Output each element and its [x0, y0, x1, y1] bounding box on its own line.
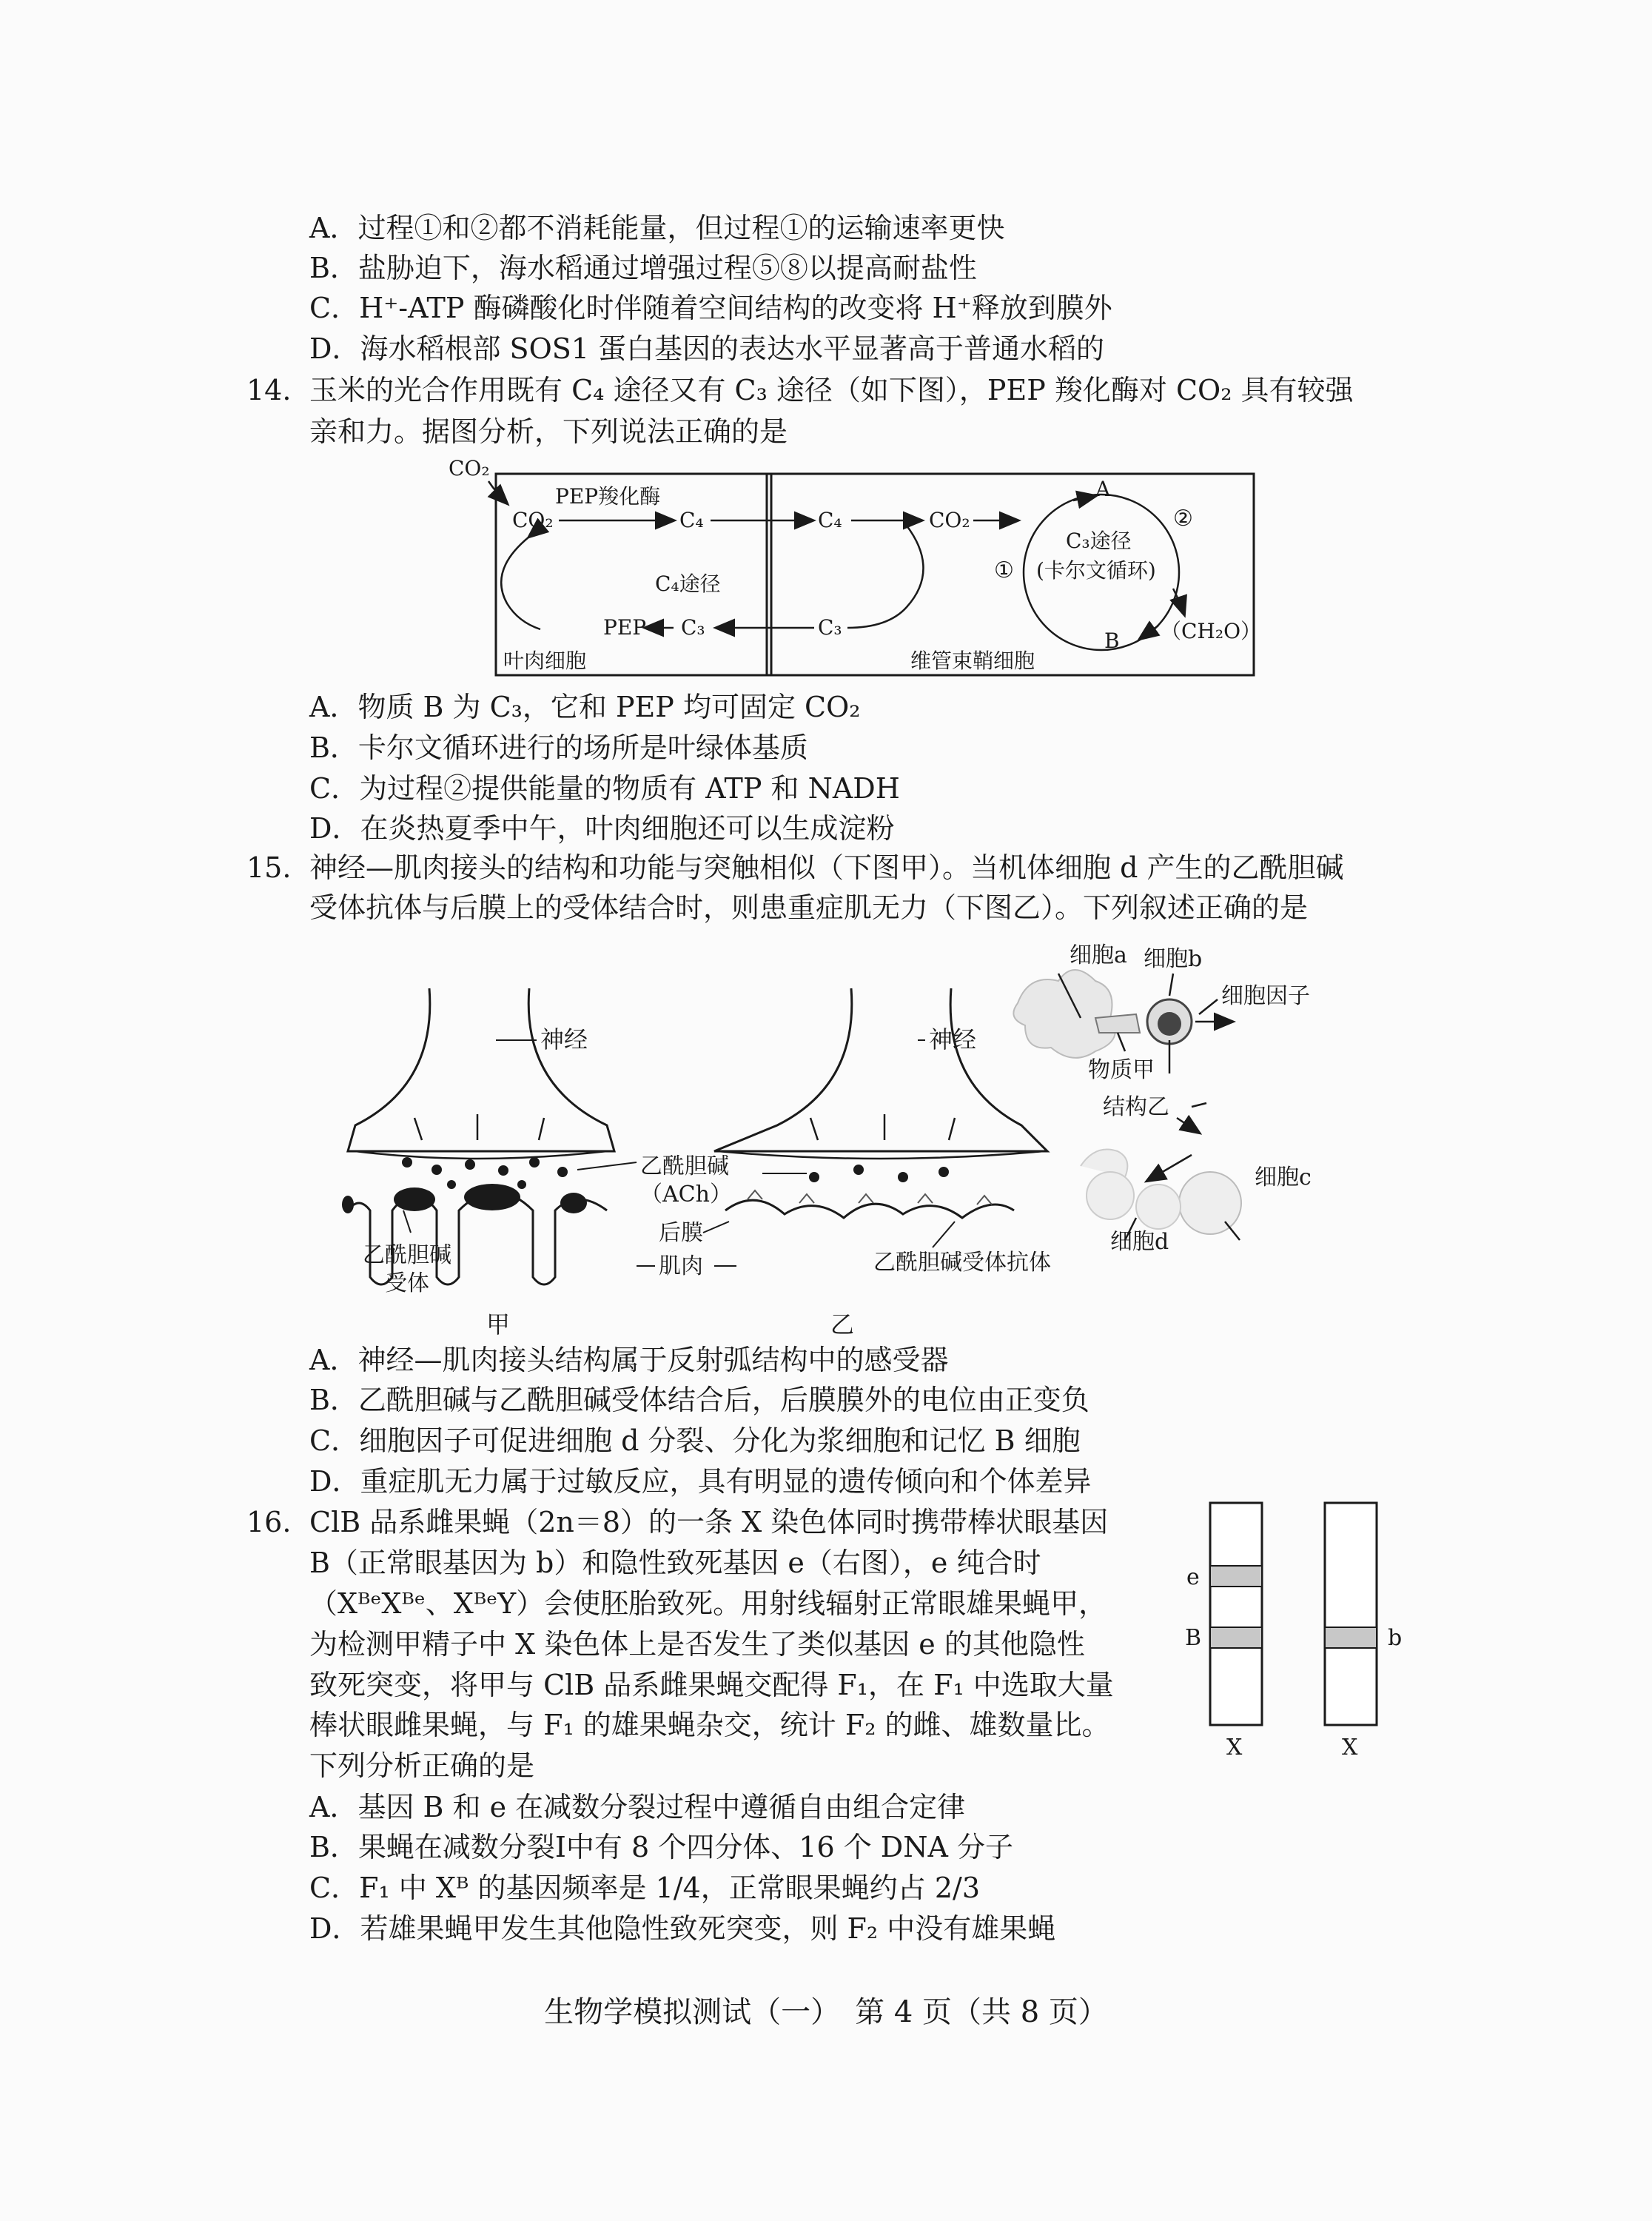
q13-option-c: C．H⁺-ATP 酶磷酸化时伴随着空间结构的改变将 H⁺释放到膜外 — [309, 292, 1112, 324]
ach-abbr-label: （ACh） — [640, 1182, 732, 1207]
gene-b-upper-label: B — [1185, 1625, 1202, 1651]
q15-option-b: B．乙酰胆碱与乙酰胆碱受体结合后，后膜膜外的电位由正变负 — [309, 1384, 1089, 1416]
q16-stem-line7: 下列分析正确的是 — [309, 1749, 535, 1782]
mesophyll-cell-label: 叶肉细胞 — [503, 649, 587, 673]
q16-stem-line1: ClB 品系雌果蝇（2n＝8）的一条 X 染色体同时携带棒状眼基因 — [309, 1506, 1109, 1538]
receptor-label-line2: 受体 — [385, 1270, 429, 1296]
pep-enzyme-label: PEP羧化酶 — [555, 484, 661, 509]
co2-left-label: CO₂ — [512, 508, 554, 532]
q15-stem-line1: 神经—肌肉接头的结构和功能与突触相似（下图甲）。当机体细胞 d 产生的乙酰胆碱 — [309, 851, 1344, 884]
gene-b-lower-label: b — [1388, 1625, 1403, 1651]
chromosome-x-label-right: X — [1342, 1735, 1358, 1761]
c3-pathway-label: C₃途径 — [1066, 529, 1132, 553]
cytokine-label: 细胞因子 — [1221, 983, 1310, 1009]
figure-yi-label: 乙 — [830, 1310, 855, 1339]
co2-input-label: CO₂ — [449, 459, 490, 480]
postmembrane-label: 后膜 — [659, 1220, 703, 1246]
nerve-label-yi: 神经 — [929, 1025, 977, 1053]
q15-option-c: C．细胞因子可促进细胞 d 分裂、分化为浆细胞和记忆 B 细胞 — [309, 1424, 1081, 1457]
q16-option-b: B．果蝇在减数分裂Ⅰ中有 8 个四分体、16 个 DNA 分子 — [309, 1831, 1014, 1863]
q16-stem-line4: 为检测甲精子中 X 染色体上是否发生了类似基因 e 的其他隐性 — [309, 1628, 1085, 1661]
pep-label: PEP — [603, 615, 647, 640]
c4-right-label: C₄ — [818, 508, 842, 532]
q14-stem-line1: 玉米的光合作用既有 C₄ 途径又有 C₃ 途径（如下图），PEP 羧化酶对 CO₂ 具有较强 — [309, 374, 1354, 406]
q16-option-c: C．F₁ 中 Xᴮ 的基因频率是 1/4，正常眼果蝇约占 2/3 — [309, 1872, 981, 1904]
q16-stem-line2: B（正常眼基因为 b）和隐性致死基因 e（右图），e 纯合时 — [309, 1547, 1041, 1579]
structure-yi-label: 结构乙 — [1103, 1094, 1169, 1120]
chromosome-x-right — [1325, 1503, 1377, 1725]
calvin-cycle-label: (卡尔文循环) — [1036, 558, 1156, 583]
figure-jia-label: 甲 — [486, 1310, 511, 1339]
neuromuscular-junction-figure — [340, 929, 1391, 1344]
q14-option-a: A．物质 B 为 C₃，它和 PEP 均可固定 CO₂ — [309, 691, 861, 723]
c3-right-label: C₃ — [818, 615, 842, 640]
q15-number: 15. — [246, 851, 292, 884]
q15-option-a: A．神经—肌肉接头结构属于反射弧结构中的感受器 — [309, 1344, 949, 1376]
ch2o-label: （CH₂O） — [1161, 619, 1262, 643]
nerve-label-jia: 神经 — [540, 1025, 588, 1053]
q16-option-a: A．基因 B 和 e 在减数分裂过程中遵循自由组合定律 — [309, 1791, 966, 1823]
c4-pathway-label: C₄途径 — [655, 572, 721, 596]
q13-option-a: A．过程①和②都不消耗能量，但过程①的运输速率更快 — [309, 212, 1005, 244]
muscle-label: 肌肉 — [659, 1253, 703, 1279]
q14-option-c: C．为过程②提供能量的物质有 ATP 和 NADH — [309, 772, 900, 805]
q14-stem-line2: 亲和力。据图分析，下列说法正确的是 — [309, 415, 788, 448]
cell-a-label: 细胞a — [1070, 942, 1127, 968]
c3-left-label: C₃ — [681, 615, 705, 640]
q14-option-d: D．在炎热夏季中午，叶肉细胞还可以生成淀粉 — [309, 812, 895, 845]
antibody-label: 乙酰胆碱受体抗体 — [873, 1250, 1051, 1276]
cell-d-label: 细胞d — [1110, 1229, 1169, 1255]
q16-stem-line5: 致死突变，将甲与 ClB 品系雌果蝇交配得 F₁，在 F₁ 中选取大量 — [309, 1669, 1114, 1701]
page-footer: 生物学模拟测试（一） 第 4 页（共 8 页） — [544, 1995, 1108, 2029]
cell-b-label: 细胞b — [1144, 946, 1203, 972]
receptor-label-line1: 乙酰胆碱 — [363, 1242, 451, 1268]
chromosome-figure — [1181, 1495, 1425, 1762]
q15-stem-line2: 受体抗体与后膜上的受体结合时，则患重症肌无力（下图乙）。下列叙述正确的是 — [309, 891, 1309, 924]
chromosome-x-left — [1210, 1503, 1262, 1725]
gene-e-label: e — [1186, 1564, 1200, 1590]
co2-right-label: CO₂ — [929, 508, 970, 532]
c4-left-label: C₄ — [679, 508, 704, 532]
ach-label: 乙酰胆碱 — [640, 1153, 729, 1179]
q15-option-d: D．重症肌无力属于过敏反应，具有明显的遗传倾向和个体差异 — [309, 1465, 1092, 1498]
chromosome-x-label-left: X — [1226, 1735, 1243, 1761]
q16-option-d: D．若雄果蝇甲发生其他隐性致死突变，则 F₂ 中没有雄果蝇 — [309, 1912, 1056, 1945]
bundle-sheath-cell-label: 维管束鞘细胞 — [910, 649, 1035, 673]
q16-stem-line3: （XᴮᵉXᴮᵉ、XᴮᵉY）会使胚胎致死。用射线辐射正常眼雄果蝇甲， — [309, 1587, 1107, 1620]
substance-jia-label: 物质甲 — [1088, 1057, 1155, 1083]
q13-option-b: B．盐胁迫下，海水稻通过增强过程⑤⑧以提高耐盐性 — [309, 252, 977, 284]
q14-option-b: B．卡尔文循环进行的场所是叶绿体基质 — [309, 731, 808, 764]
q16-stem-line6: 棒状眼雌果蝇，与 F₁ 的雄果蝇杂交，统计 F₂ 的雌、雄数量比。 — [309, 1709, 1110, 1741]
c4-pathway-figure — [444, 459, 1266, 681]
substance-a-label: A — [1095, 477, 1111, 501]
q13-option-d: D．海水稻根部 SOS1 蛋白基因的表达水平显著高于普通水稻的 — [309, 332, 1105, 365]
step-2-label: ② — [1173, 506, 1193, 532]
substance-b-label: B — [1104, 629, 1120, 653]
step-1-label: ① — [994, 557, 1014, 583]
cell-c-label: 细胞c — [1255, 1165, 1312, 1190]
q14-number: 14. — [246, 374, 292, 406]
q16-number: 16. — [246, 1506, 292, 1538]
